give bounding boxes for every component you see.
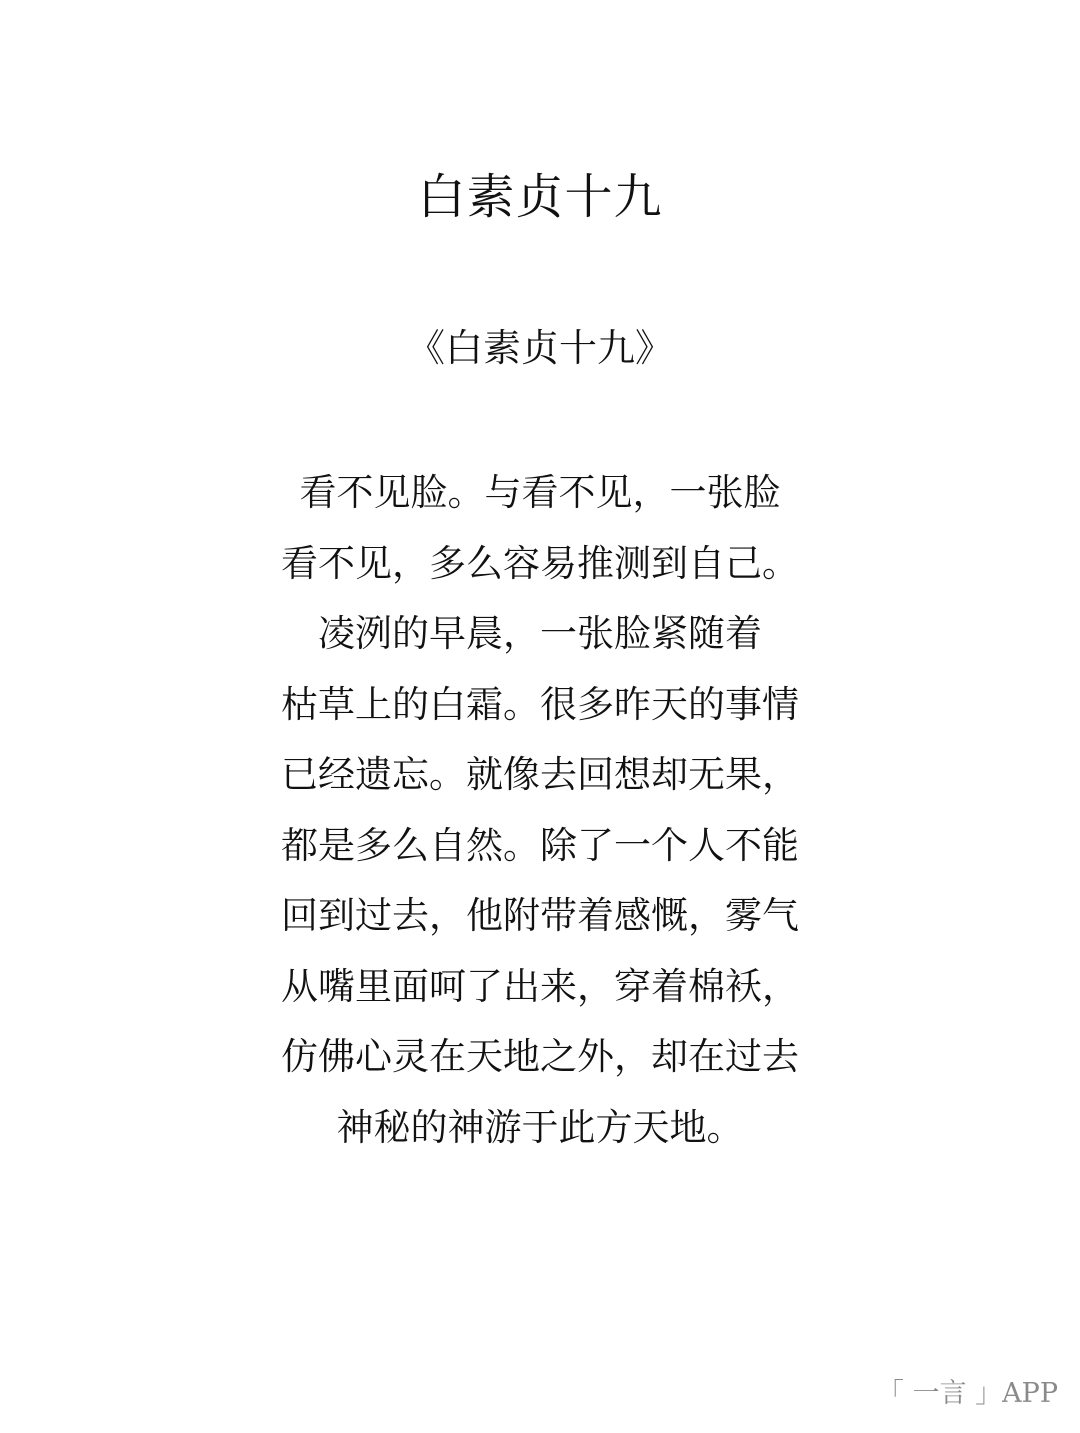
poem-body: [0, 458, 1080, 1163]
poem-line: 都是多么自然。除了一个人不能: [281, 823, 799, 867]
app-watermark: 「 一言 」APP: [877, 1378, 1058, 1409]
poem-line: 神秘的神游于此方天地。: [336, 1105, 744, 1149]
poem-line: 枯草上的白霜。很多昨天的事情: [281, 682, 799, 726]
poem-line: 回到过去，他附带着感慨，雾气: [281, 894, 799, 937]
poem-line: 看不见，多么容易推测到自己。: [281, 541, 799, 585]
poem-line: 看不见脸。与看不见，一张脸: [299, 471, 781, 514]
poem-line: 已经遗忘。就像去回想却无果，: [281, 753, 799, 796]
poem-line: 凌洌的早晨，一张脸紧随着: [318, 612, 762, 655]
page-title: 白素贞十九: [417, 169, 663, 225]
poem-line: 仿佛心灵在天地之外，却在过去: [281, 1035, 799, 1078]
poem-line: 从嘴里面呵了出来，穿着棉袄，: [281, 964, 799, 1008]
poem-subtitle: 《白素贞十九》: [406, 326, 673, 370]
